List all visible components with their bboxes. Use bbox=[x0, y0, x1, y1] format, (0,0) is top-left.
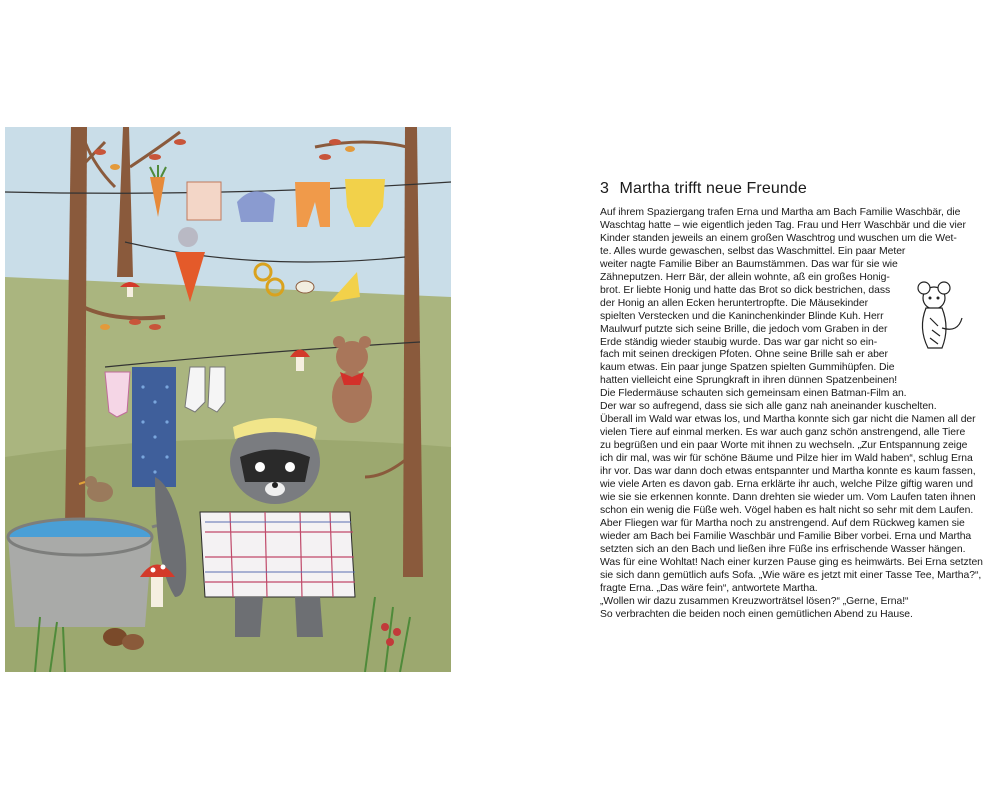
story-line: kaum etwas. Ein paar junge Spatzen spielten Gummihüpfen. Die bbox=[600, 362, 895, 374]
illustration-svg bbox=[5, 127, 451, 672]
story-line: der Honig an allen Ecken heruntertropfte. Die Mäusekinder bbox=[600, 297, 869, 309]
story-line: zu begrüßen und ein paar Worte mit ihnen zu wechseln. „Zur Entspannung zeige bbox=[600, 440, 968, 452]
chapter-title-text: Martha trifft neue Freunde bbox=[619, 180, 807, 197]
chapter bbox=[600, 180, 996, 622]
story-line: Der war so aufregend, dass sie sich alle ganz nah aneinander kuschelten. bbox=[600, 401, 937, 413]
chapter-title bbox=[600, 180, 996, 198]
story-line: hatten vielleicht eine Sprungkraft in ihren dünnen Spatzenbeinen! bbox=[600, 375, 898, 387]
mouse bbox=[178, 227, 198, 247]
story-line: setzten sich an den Bach und ließen ihre Füße ins erfrischende Wasser hängen. bbox=[600, 543, 966, 555]
story-line: Kinder standen jeweils an einem großen Waschtrog und wuschen um die Wet- bbox=[600, 232, 957, 244]
story-line: Aber Fliegen war für Martha noch zu anstrengend. Auf dem Rückweg kamen sie bbox=[600, 517, 965, 529]
story-line: Überall im Wald war etwas los, und Martha konnte sich gar nicht die Namen all der bbox=[600, 414, 976, 426]
story-line: sie sich dann gemütlich aufs Sofa. „Wie wäre es jetzt mit einer Tasse Tee, Martha?“, bbox=[600, 569, 982, 581]
story-line: Die Fledermäuse schauten sich gemeinsam einen Batman-Film an. bbox=[600, 388, 907, 400]
chapter-number: 3 bbox=[600, 180, 609, 197]
story-line: fragte Erna. „Das wäre fein“, antwortete Martha. bbox=[600, 582, 818, 594]
story-line: fach mit seinen dreckigen Pfoten. Ohne seine Brille sah er aber bbox=[600, 349, 888, 361]
story-line: brot. Er liebte Honig und hatte das Brot so dick bestrichen, dass bbox=[600, 284, 891, 296]
story-line: „Wollen wir dazu zusammen Kreuzworträtsel lösen?“ „Gerne, Erna!“ bbox=[600, 595, 909, 607]
story-line: vielen Tiere auf einmal merken. Es war auch ganz schön anstrengend, alle Tiere bbox=[600, 427, 966, 439]
story-line: wie viele Arten es davon gab. Erna erklärte ihr auch, welche Pilze giftig waren und bbox=[600, 479, 974, 491]
story-line: te. Alles wurde gewaschen, selbst das Waschmittel. Ein paar Meter bbox=[600, 245, 906, 257]
story-line: weiter nagte Familie Biber an Baumstämmen. Das war für sie wie bbox=[600, 258, 898, 270]
story-line: wie sie sie erkennen konnte. Dann drehten sie wieder um. Vom Laufen taten ihnen bbox=[600, 491, 976, 503]
story-line: Maulwurf putzte sich seine Brille, die jedoch vom Graben in der bbox=[600, 323, 888, 335]
story-line: wieder am Bach bei Familie Waschbär und Familie Biber vorbei. Erna und Martha bbox=[600, 530, 972, 542]
story-line: ich dir mal, was wir für schöne Bäume und Pilze hier im Wald haben“, schlug Erna bbox=[600, 453, 973, 465]
story-line: Zähneputzen. Herr Bär, der allein wohnte, aß ein großes Honig- bbox=[600, 271, 890, 283]
story-line: schon ein wenig die Füße weh. Vögel haben es halt nicht so sehr mit dem Laufen. bbox=[600, 504, 974, 516]
story-line: Erde ständig wieder staubig wurde. Das war gar nicht so ein- bbox=[600, 336, 878, 348]
story-line: spielten Verstecken und die Kaninchenkinder Blinde Kuh. Herr bbox=[600, 310, 884, 322]
story-line: So verbrachten die beiden noch einen gemütlichen Abend zu Hause. bbox=[600, 608, 913, 620]
story-line: Was für eine Wohltat! Nach einer kurzen Pause ging es heimwärts. Bei Erna setzten bbox=[600, 556, 983, 568]
story-line: ihr vor. Das war dann doch etwas entspannter und Martha konnte es kaum fassen, bbox=[600, 466, 976, 478]
chapter-story bbox=[600, 207, 996, 622]
story-line: Waschtag hatte – wie eigentlich jeden Tag. Frau und Herr Waschbär und die vier bbox=[600, 219, 966, 231]
mouse-doodle-icon bbox=[906, 278, 964, 356]
towel bbox=[132, 367, 176, 487]
raccoon-laundry-illustration bbox=[5, 127, 451, 672]
story-line: Auf ihrem Spaziergang trafen Erna und Martha am Bach Familie Waschbär, die bbox=[600, 207, 961, 218]
